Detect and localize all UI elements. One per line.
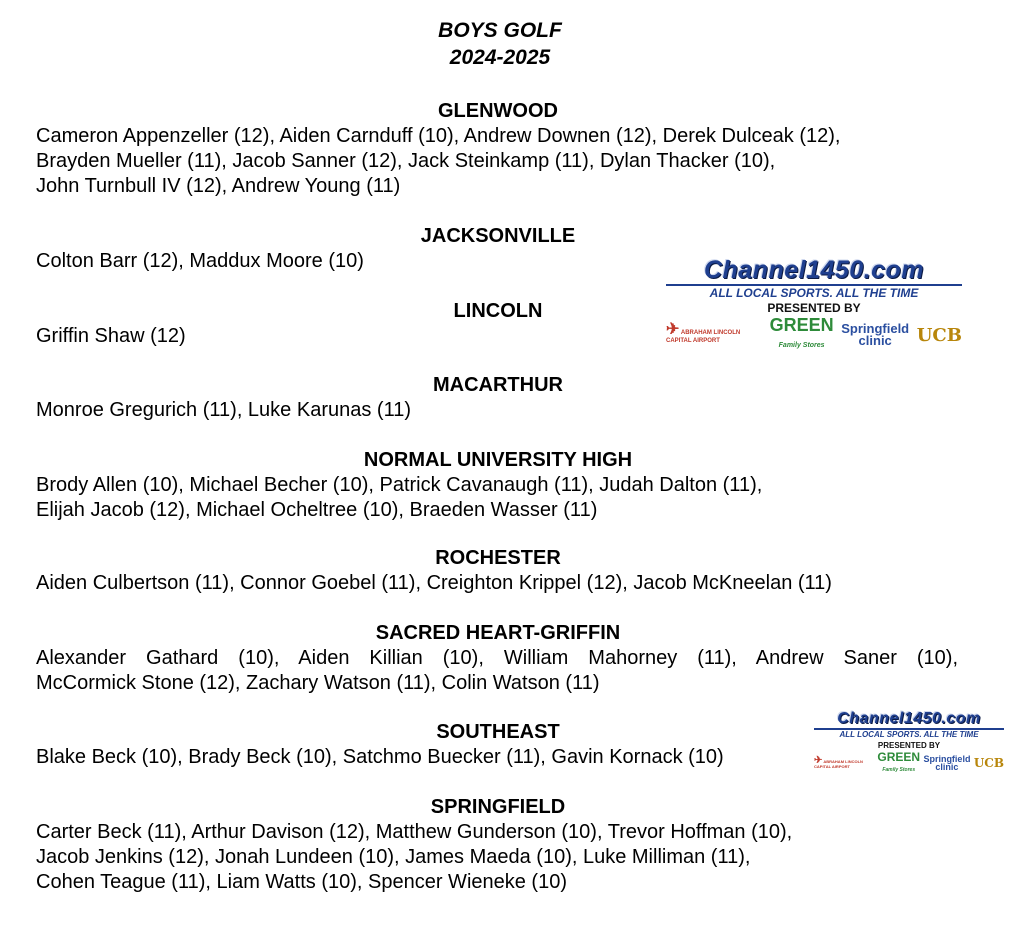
roster-lincoln: [36, 324, 186, 349]
roster-line: Cohen Teague (11), Liam Watts (10), Spencer Wieneke (10): [36, 871, 567, 893]
roster-line: McCormick Stone (12), Zachary Watson (11), Colin Watson (11): [36, 672, 600, 694]
school-heading-sacred-heart-griffin: SACRED HEART-GRIFFIN: [375, 622, 621, 644]
roster-jacksonville: [36, 249, 364, 274]
roster-line: Griffin Shaw (12): [36, 325, 186, 347]
airport-logo-icon: ✈ ABRAHAM LINCOLN CAPITAL AIRPORT: [814, 754, 863, 769]
roster-line: Jacob Jenkins (12), Jonah Lundeen (10), James Maeda (10), Luke Milliman (11),: [36, 846, 751, 868]
school-heading-macarthur: MACARTHUR: [433, 374, 563, 396]
school-heading-rochester: ROCHESTER: [435, 547, 561, 569]
channel1450-logo-large: [666, 256, 962, 350]
roster-southeast: [36, 745, 724, 770]
school-heading-springfield: SPRINGFIELD: [430, 796, 566, 818]
roster-springfield: [36, 820, 792, 895]
airport-logo-icon: ✈ ABRAHAM LINCOLN CAPITAL AIRPORT: [666, 320, 741, 344]
roster-line: Cameron Appenzeller (12), Aiden Carnduff (10), Andrew Downen (12), Derek Dulceak (12),: [36, 125, 841, 147]
roster-line: Aiden Culbertson (11), Connor Goebel (11), Creighton Krippel (12), Jacob McKneelan (11): [36, 572, 832, 594]
ucb-logo: UCB: [916, 324, 962, 346]
roster-line: Carter Beck (11), Arthur Davison (12), Matthew Gunderson (10), Trevor Hoffman (10),: [36, 821, 793, 843]
roster-line: Monroe Gregurich (11), Luke Karunas (11): [36, 399, 411, 421]
ucb-logo: UCB: [973, 756, 1004, 770]
roster-line: John Turnbull IV (12), Andrew Young (11): [36, 175, 401, 197]
logo-tagline: ALL LOCAL SPORTS. ALL THE TIME: [666, 284, 962, 300]
roster-line: Brody Allen (10), Michael Becher (10), Patrick Cavanaugh (11), Judah Dalton (11),: [36, 474, 763, 496]
roster-glenwood: [36, 124, 840, 199]
school-heading-glenwood: GLENWOOD: [438, 100, 558, 122]
springfield-clinic-logo: Springfield clinic: [923, 754, 971, 772]
roster-line: Elijah Jacob (12), Michael Ocheltree (10), Braeden Wasser (11): [36, 499, 598, 521]
roster-normal-university-high: [36, 473, 762, 523]
logo-presented-by: PRESENTED BY: [877, 741, 941, 750]
school-heading-southeast: SOUTHEAST: [436, 721, 560, 743]
document-title-line1: BOYS GOLF: [438, 19, 562, 42]
channel1450-logo-small: [814, 710, 1004, 773]
logo-presented-by: PRESENTED BY: [767, 301, 861, 315]
logo-brand: Channel1450.com: [837, 710, 981, 727]
roster-line: Alexander Gathard (10), Aiden Killian (10), William Mahorney (11), Andrew Saner (10),: [36, 647, 958, 669]
logo-sponsors: [814, 749, 1004, 773]
logo-brand: Channel1450.com: [703, 256, 925, 284]
roster-line: Colton Barr (12), Maddux Moore (10): [36, 250, 364, 272]
roster-rochester: [36, 571, 832, 596]
document-title-line2: 2024-2025: [449, 46, 551, 69]
green-family-stores-logo: GREEN Family Stores: [769, 314, 834, 349]
springfield-clinic-logo: Springfield clinic: [841, 321, 910, 348]
roster-line: Brayden Mueller (11), Jacob Sanner (12), Jack Steinkamp (11), Dylan Thacker (10),: [36, 150, 776, 172]
school-heading-lincoln: LINCOLN: [453, 300, 543, 322]
school-heading-normal-university-high: NORMAL UNIVERSITY HIGH: [363, 449, 633, 471]
roster-sacred-heart-griffin: [36, 646, 958, 696]
logo-tagline: ALL LOCAL SPORTS. ALL THE TIME: [814, 728, 1004, 740]
green-family-stores-logo: GREEN Family Stores: [877, 749, 921, 773]
roster-line: Blake Beck (10), Brady Beck (10), Satchmo Buecker (11), Gavin Kornack (10): [36, 746, 724, 768]
logo-sponsors: [666, 314, 962, 350]
school-heading-jacksonville: JACKSONVILLE: [420, 225, 576, 247]
roster-macarthur: [36, 398, 411, 423]
